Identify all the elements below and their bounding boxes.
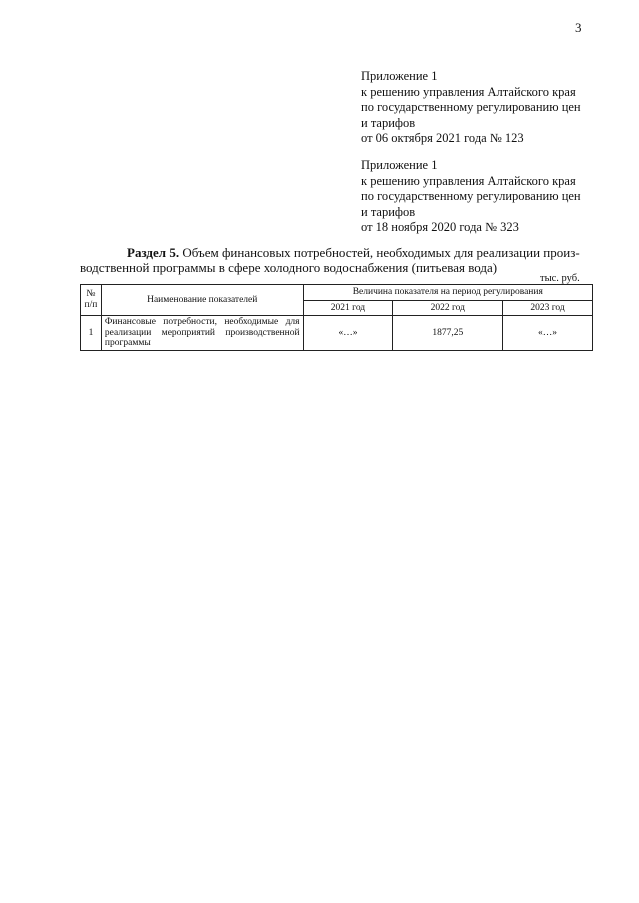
section-heading <box>80 246 588 275</box>
header-number: № п/п <box>81 285 102 316</box>
appendix-current-line: от 06 октября 2021 года № 123 <box>361 131 524 145</box>
section-title-part-1: Объем финансовых потребностей, необходимых для реализации произ- <box>182 245 580 260</box>
appendix-current-line: Приложение 1 <box>361 69 438 83</box>
appendix-current-block <box>361 69 621 147</box>
row-value-2023: «…» <box>503 316 593 351</box>
appendix-original-line: и тарифов <box>361 204 416 219</box>
header-regulation-period: Величина показателя на период регулирования <box>303 285 592 301</box>
appendix-original-line: Приложение 1 <box>361 158 438 172</box>
table-unit-label: тыс. руб. <box>540 273 580 284</box>
appendix-current-line: и тарифов <box>361 115 416 130</box>
row-indicator-name: Финансовые потребности, необходимые для реализации мероприятий производственной программы <box>101 316 303 351</box>
header-indicator-name: Наименование показателей <box>101 285 303 316</box>
appendix-current-line: по государственному регулированию цен <box>361 100 581 114</box>
appendix-original-line: к решению управления Алтайского края <box>361 173 576 188</box>
table-header-row <box>81 285 593 301</box>
section-heading-line-1 <box>80 246 588 261</box>
appendix-original-line: по государственному регулированию цен <box>361 189 581 203</box>
financial-needs-table <box>80 284 593 351</box>
appendix-original-block <box>361 158 621 236</box>
appendix-current-line: к решению управления Алтайского края <box>361 84 576 99</box>
row-value-2022: 1877,25 <box>393 316 503 351</box>
row-number: 1 <box>81 316 102 351</box>
row-value-2021: «…» <box>303 316 393 351</box>
table-row <box>81 316 593 351</box>
header-year-2023: 2023 год <box>503 300 593 316</box>
appendix-original-line: от 18 ноября 2020 года № 323 <box>361 220 519 234</box>
section-title-part-2: водственной программы в сфере холодного водоснабжения (питьевая вода) <box>80 259 498 275</box>
header-year-2021: 2021 год <box>303 300 393 316</box>
section-label: Раздел 5. <box>127 245 180 260</box>
header-year-2022: 2022 год <box>393 300 503 316</box>
page-number: 3 <box>575 20 582 35</box>
